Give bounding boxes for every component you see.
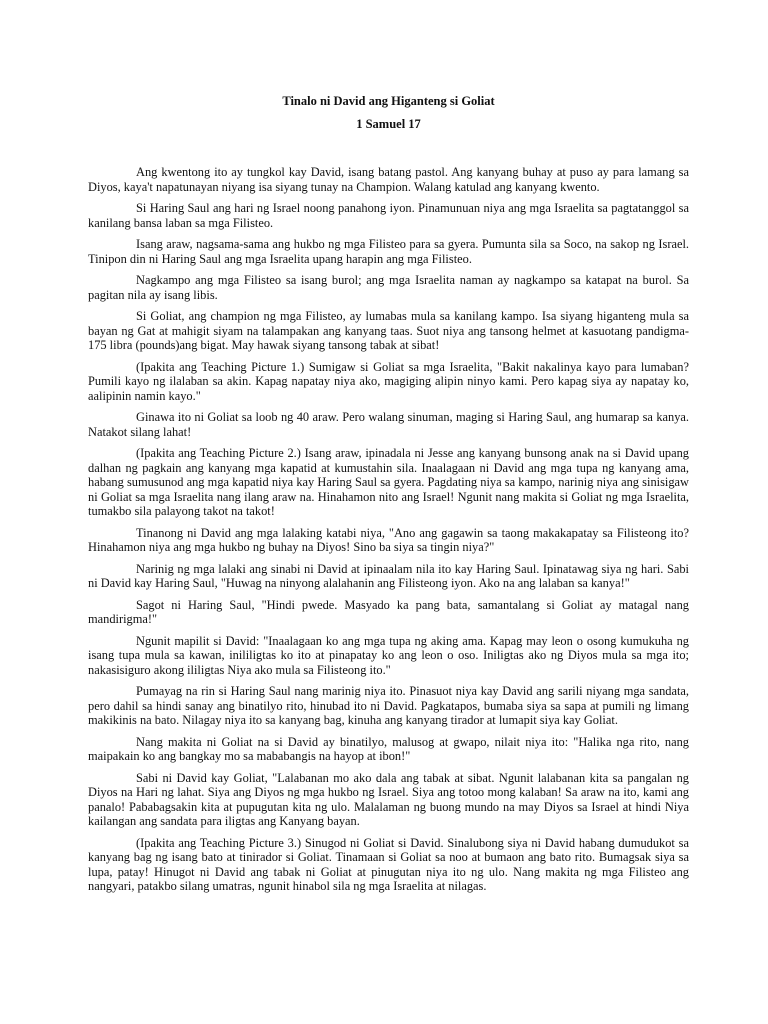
paragraph: Nang makita ni Goliat na si David ay binatilyo, malusog at gwapo, nilait niya ito: "Halika nga rito, nang maipakain ko ang bangkay mo sa mababangis na hayop at ibon!" (88, 734, 689, 763)
paragraph: Nagkampo ang mga Filisteo sa isang burol; ang mga Israelita naman ay nagkampo sa katapat na burol. Sa pagitan nila ay isang libis. (88, 273, 689, 302)
document-body (88, 165, 689, 894)
paragraph: (Ipakita ang Teaching Picture 1.) Sumigaw si Goliat sa mga Israelita, "Bakit nakalinya kayo para lumaban? Pumili kayo ng ilalaban sa akin. Kapag napatay niya ako, magiging alipin ninyo kami. Pero kapag siya ay napatay ko, aalipinin namin kayo." (88, 359, 689, 403)
paragraph: Ngunit mapilit si David: "Inaalagaan ko ang mga tupa ng aking ama. Kapag may leon o osong kumukuha ng isang tupa mula sa kawan, inililigtas ko ito at pinapatay ko ang leon o oso. Iniligtas ako ng Diyos mula sa mga ito; nakasisiguro akong ililigtas Niya ako mula sa Filisteong ito." (88, 633, 689, 677)
paragraph: Si Haring Saul ang hari ng Israel noong panahong iyon. Pinamunuan niya ang mga Israelita sa pagtatanggol sa kanilang bansa laban sa mga Filisteo. (88, 201, 689, 230)
document-title: Tinalo ni David ang Higanteng si Goliat (282, 94, 495, 108)
paragraph: Ang kwentong ito ay tungkol kay David, isang batang pastol. Ang kanyang buhay at puso ay para lamang sa Diyos, kaya't napatunayan niyang isa siyang tunay na Champion. Walang katulad ang kanyang kwento. (88, 165, 689, 194)
document-subtitle: 1 Samuel 17 (356, 117, 421, 131)
paragraph: Narinig ng mga lalaki ang sinabi ni David at ipinaalam nila ito kay Haring Saul. Ipinatawag siya ng hari. Sabi ni David kay Haring Saul, "Huwag na ninyong alalahanin ang Filisteong iyon. Ako na ang lalaban sa kanya!" (88, 561, 689, 590)
paragraph: Ginawa ito ni Goliat sa loob ng 40 araw. Pero walang sinuman, maging si Haring Saul, ang humarap sa kanya. Natakot silang lahat! (88, 410, 689, 439)
paragraph: (Ipakita ang Teaching Picture 2.) Isang araw, ipinadala ni Jesse ang kanyang bunsong anak na si David upang dalhan ng pagkain ang kanyang mga kapatid at kumustahin sila. Inaalagaan ni David ang mga tupa ng kanyang ama, habang sumusunod ang mga kapatid niya kay Haring Saul sa gyera. Pagdating niya sa kampo, narinig niya ang sinisigaw ni Goliat sa mga Israelita nang ilang araw na. Hinahamon nito ang Israel! Ngunit nang makita si Goliat ng mga Israelita, tumakbo sila palayong takot na takot! (88, 446, 689, 518)
paragraph: Si Goliat, ang champion ng mga Filisteo, ay lumabas mula sa kanilang kampo. Isa siyang higanteng mula sa bayan ng Gat at mahigit siyam na talampakan ang kanyang taas. Suot niya ang tansong helmet at kasuotang pandigma-175 libra (pounds)ang bigat. May hawak siyang tansong tabak at sibat! (88, 309, 689, 352)
paragraph: Isang araw, nagsama-sama ang hukbo ng mga Filisteo para sa gyera. Pumunta sila sa Soco, na sakop ng Israel. Tinipon din ni Haring Saul ang mga Israelita upang harapin ang mga Filisteo. (88, 237, 689, 266)
document-page (88, 94, 689, 901)
paragraph: Pumayag na rin si Haring Saul nang marinig niya ito. Pinasuot niya kay David ang sarili niyang mga sandata, pero dahil sa hindi sanay ang binatilyo rito, hinubad ito ni David. Pagkatapos, bumaba siya sa sapa at pumili ng limang makikinis na bato. Nilagay niya ito sa kanyang bag, kinuha ang kanyang tirador at lumapit siya kay Goliat. (88, 684, 689, 727)
paragraph: (Ipakita ang Teaching Picture 3.) Sinugod ni Goliat si David. Sinalubong siya ni David habang dumudukot sa kanyang bag ng isang bato at tinirador si Goliat. Tinamaan si Goliat sa noo at bumaon ang bato rito. Bumagsak siya sa lupa, patay! Hinugot ni David ang tabak ni Goliat at pinugutan niya ito ng ulo. Nang makita ng mga Filisteo ang nangyari, patakbo silang umatras, ngunit hinabol sila ng mga Israelita at nilagas. (88, 835, 689, 893)
paragraph: Tinanong ni David ang mga lalaking katabi niya, "Ano ang gagawin sa taong makakapatay sa Filisteong ito? Hinahamon niya ang mga hukbo ng buhay na Diyos! Sino ba siya sa tingin niya?" (88, 525, 689, 554)
paragraph: Sagot ni Haring Saul, "Hindi pwede. Masyado ka pang bata, samantalang si Goliat ay matagal nang mandirigma!" (88, 597, 689, 626)
paragraph: Sabi ni David kay Goliat, "Lalabanan mo ako dala ang tabak at sibat. Ngunit lalabanan kita sa pangalan ng Diyos na Hari ng lahat. Siya ang Diyos ng mga hukbo ng Israel. Siya ang totoo mong kalaban! Sa araw na ito, kami ang panalo! Pababagsakin kita at pupugutan kita ng ulo. Malalaman ng buong mundo na may Diyos sa Israel at hindi Niya kailangan ang sandata para iligtas ang Kanyang bayan. (88, 770, 689, 828)
